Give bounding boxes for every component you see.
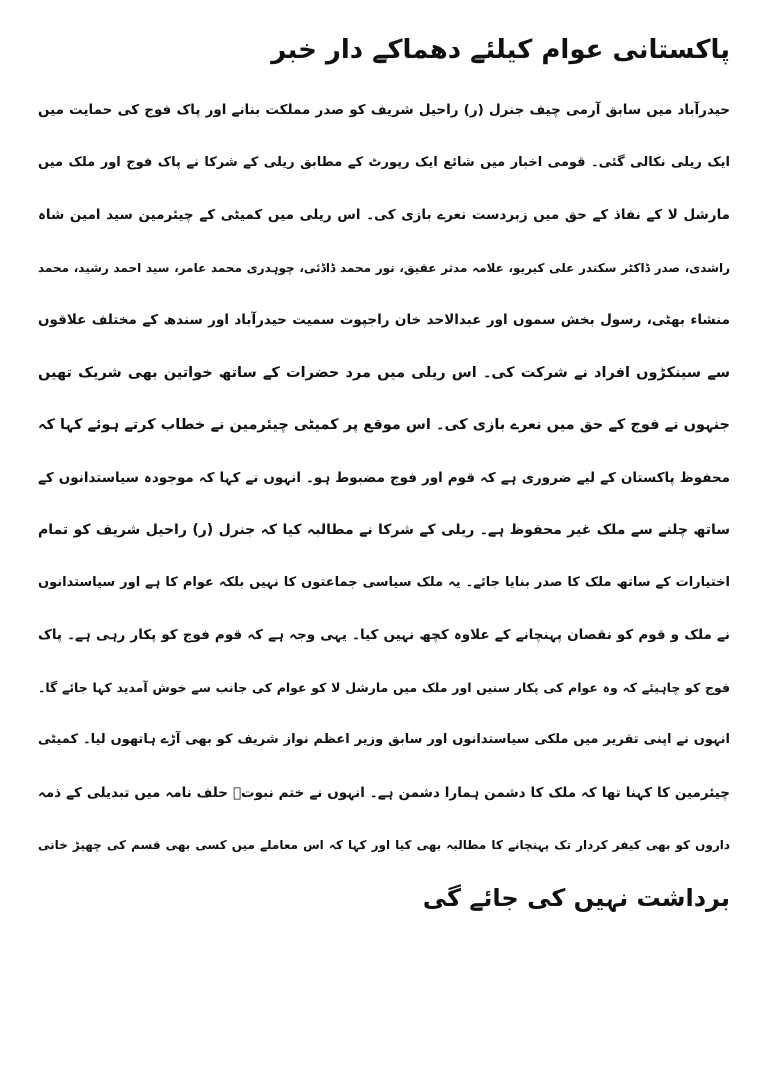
body-line: چیئرمین کا کہنا تھا کہ ملک کا دشمن ہمارا دشمن ہے۔ انہوں نے ختم نبوتؐ حلف نامہ میں تبدیلی کے ذمہ: [38, 784, 730, 801]
body-line: فوج کو چاہیئے کہ وہ عوام کی پکار سنیں اور ملک میں مارشل لا کو عوام کی جانب سے خوش آمدید کہا جائے گا۔: [38, 679, 730, 695]
body-line: مارشل لا کے نفاذ کے حق میں زبردست نعرے بازی کی۔ اس ریلی میں کمیٹی کے چیئرمین سید امین شاہ: [38, 207, 730, 223]
body-line: راشدی، صدر ڈاکٹر سکندر علی کیریو، علامہ مدثر عقیق، نور محمد ڈاڈئی، چوہدری محمد عامر، سید احمد رشید، محمد: [38, 260, 730, 275]
body-line: انہوں نے اپنی تقریر میں ملکی سیاستدانوں اور سابق وزیر اعظم نواز شریف کو بھی آڑے ہاتھوں لیا۔ کمیٹی: [38, 732, 730, 747]
body-line: برداشت نہیں کی جائے گی: [422, 883, 730, 912]
body-line: ساتھ چلنے سے ملک غیر محفوظ ہے۔ ریلی کے شرکا نے مطالبہ کیا کہ جنرل (ر) راحیل شریف کو تمام: [38, 522, 730, 538]
article-title: پاکستانی عوام کیلئے دھماکے دار خبر: [271, 35, 730, 65]
body-line: اختیارات کے ساتھ ملک کا صدر بنایا جائے۔ یہ ملک سیاسی جماعتوں کا نہیں بلکہ عوام کا ہے اور سیاستدانوں: [38, 574, 730, 590]
body-line: ایک ریلی نکالی گئی۔ قومی اخبار میں شائع ایک رپورٹ کے مطابق ریلی کے شرکا نے پاک فوج اور ملک میں: [38, 154, 730, 170]
body-line: منشاء بھٹی، رسول بخش سموں اور عبدالاحد خان راجپوت سمیت حیدرآباد اور سندھ کے مختلف علاقوں: [38, 312, 730, 328]
body-line: سے سینکڑوں افراد نے شرکت کی۔ اس ریلی میں مرد حضرات کے ساتھ خواتین بھی شریک تھیں: [38, 364, 730, 381]
body-line: جنہوں نے فوج کے حق میں نعرے بازی کی۔ اس موقع پر کمیٹی چیئرمین نے خطاب کرتے ہوئے کہا کہ: [38, 417, 730, 433]
body-line: محفوظ پاکستان کے لیے ضروری ہے کہ قوم اور فوج مضبوط ہو۔ انہوں نے کہا کہ موجودہ سیاستدانوں کے: [38, 469, 730, 486]
body-line: حیدرآباد میں سابق آرمی چیف جنرل (ر) راحیل شریف کو صدر مملکت بنانے اور پاک فوج کی حمایت میں: [38, 102, 730, 118]
article-body: [38, 84, 730, 924]
body-line: نے ملک و قوم کو نقصان پہنچانے کے علاوہ کچھ نہیں کیا۔ یہی وجہ ہے کہ قوم فوج کو پکار رہی ہے۔ پاک: [38, 627, 730, 643]
body-line: داروں کو بھی کیفر کردار تک پہنچانے کا مطالبہ بھی کیا اور کہا کہ اس معاملے میں کسی بھی قسم کی چھیڑ خانی: [38, 838, 730, 852]
